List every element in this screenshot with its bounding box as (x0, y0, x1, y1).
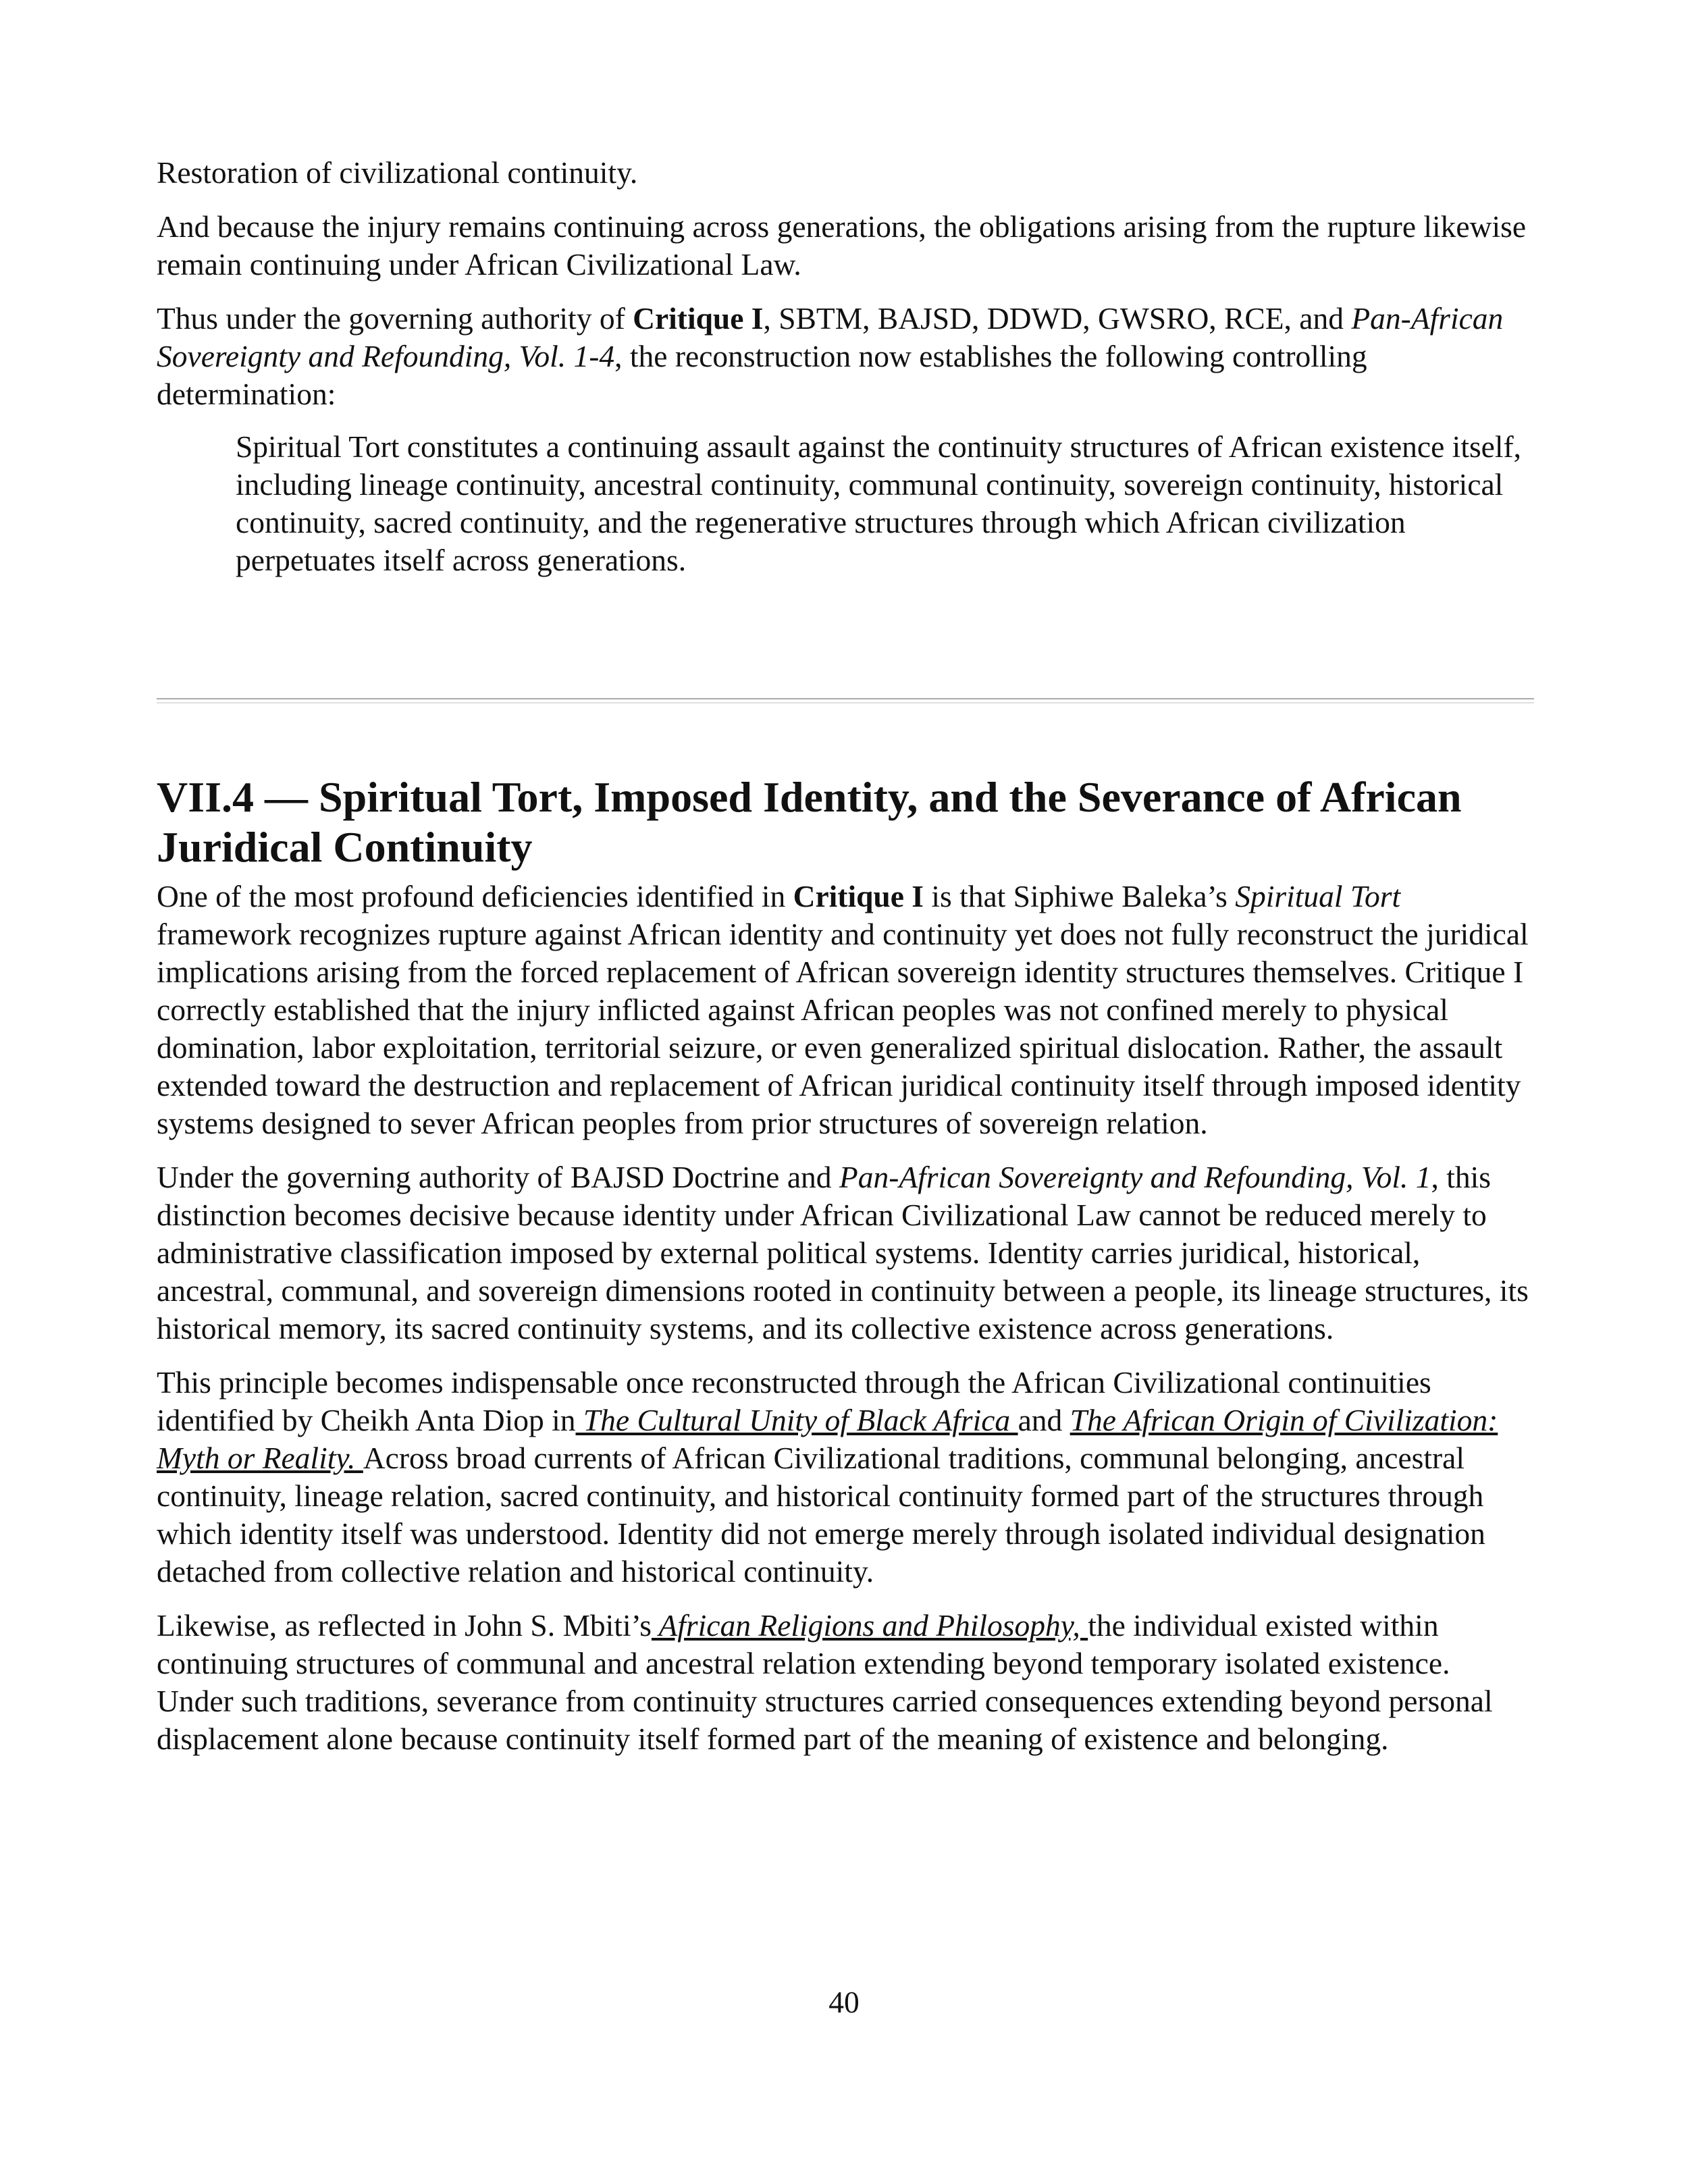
italic-title: Pan-African Sovereignty and Refounding, Vol. 1-4 (157, 301, 1504, 373)
section-vii-4 (157, 772, 1534, 1758)
italic-title: Spiritual Tort (1235, 879, 1401, 913)
text-run: Thus under the governing authority of (157, 301, 633, 336)
paragraph-deficiencies (157, 878, 1534, 1142)
text-run: Likewise, as reflected in John S. Mbiti’s (157, 1608, 652, 1643)
link-african-origin[interactable]: The African Origin of Civilization: Myth or Reality. (157, 1403, 1498, 1475)
link-cultural-unity[interactable]: The Cultural Unity of Black Africa (575, 1403, 1018, 1437)
text-run: One of the most profound deficiencies identified in (157, 879, 793, 913)
text-run: and (1018, 1403, 1070, 1437)
horizontal-divider (157, 698, 1534, 703)
paragraph-injury: And because the injury remains continuing across generations, the obligations arising from the rupture likewise remain continuing under African Civilizational Law. (157, 209, 1527, 282)
text-run: , SBTM, BAJSD, DDWD, GWSRO, RCE, and (763, 301, 1352, 336)
text-run: the individual existed within continuing structures of communal and ancestral relation extending beyond temporary isolated existence. Under such traditions, severance from continuity structures carried consequences extending beyond personal displacement alone because continuity itself formed part of the meaning of existence and belonging. (157, 1608, 1493, 1756)
text-run: , this distinction becomes decisive because identity under African Civilizational Law cannot be reduced merely to administrative classification imposed by external political systems. Identity carries juridical, historical, ancestral, communal, and sovereign dimensions rooted in continuity between a people, its lineage structures, its historical memory, its sacred continuity systems, and its collective existence across generations. (157, 1160, 1529, 1346)
text-run: Across broad currents of African Civilizational traditions, communal belonging, ancestral continuity, lineage relation, sacred continuity, and historical continuity formed part of the structures through which identity itself was understood. Identity did not emerge merely through isolated individual designation detached from collective relation and historical continuity. (157, 1441, 1485, 1589)
text-run: , the reconstruction now establishes the following controlling determination: (157, 339, 1367, 411)
text-run: is that Siphiwe Baleka’s (923, 879, 1236, 913)
block-quote: Spiritual Tort constitutes a continuing assault against the continuity structures of African existence itself, including lineage continuity, ancestral continuity, communal continuity, sovereign continuity, historical continuity, sacred continuity, and the regenerative structures through which African civilization perpetuates itself across generations. (236, 429, 1522, 577)
italic-title: Pan-African Sovereignty and Refounding, Vol. 1 (839, 1160, 1431, 1194)
paragraph-governing-authority (157, 300, 1534, 413)
section-heading: VII.4 — Spiritual Tort, Imposed Identity, and the Severance of African Juridical Continuity (157, 773, 1462, 871)
bold-critique-i: Critique I (793, 879, 924, 913)
bold-critique-i: Critique I (633, 301, 764, 336)
text-run: Under the governing authority of BAJSD Doctrine and (157, 1160, 839, 1194)
text-run: This principle becomes indispensable once reconstructed through the African Civilizational continuities identified by Cheikh Anta Diop in (157, 1365, 1431, 1437)
text-run: framework recognizes rupture against African identity and continuity yet does not fully reconstruct the juridical implications arising from the forced replacement of African sovereign identity structures themselves. Critique I correctly established that the injury inflicted against African peoples was not confined merely to physical domination, labor exploitation, territorial seizure, or even generalized spiritual dislocation. Rather, the assault extended toward the destruction and replacement of African juridical continuity itself through imposed identity systems designed to sever African peoples from prior structures of sovereign relation. (157, 917, 1529, 1140)
paragraph-mbiti (157, 1607, 1534, 1758)
paragraph-restoration: Restoration of civilizational continuity. (157, 155, 638, 190)
paragraph-diop (157, 1364, 1534, 1591)
paragraph-bajsd-doctrine (157, 1158, 1534, 1348)
top-text-block (157, 154, 1534, 579)
link-african-religions[interactable]: African Religions and Philosophy, (651, 1608, 1088, 1643)
page-number: 40 (828, 1985, 860, 2019)
